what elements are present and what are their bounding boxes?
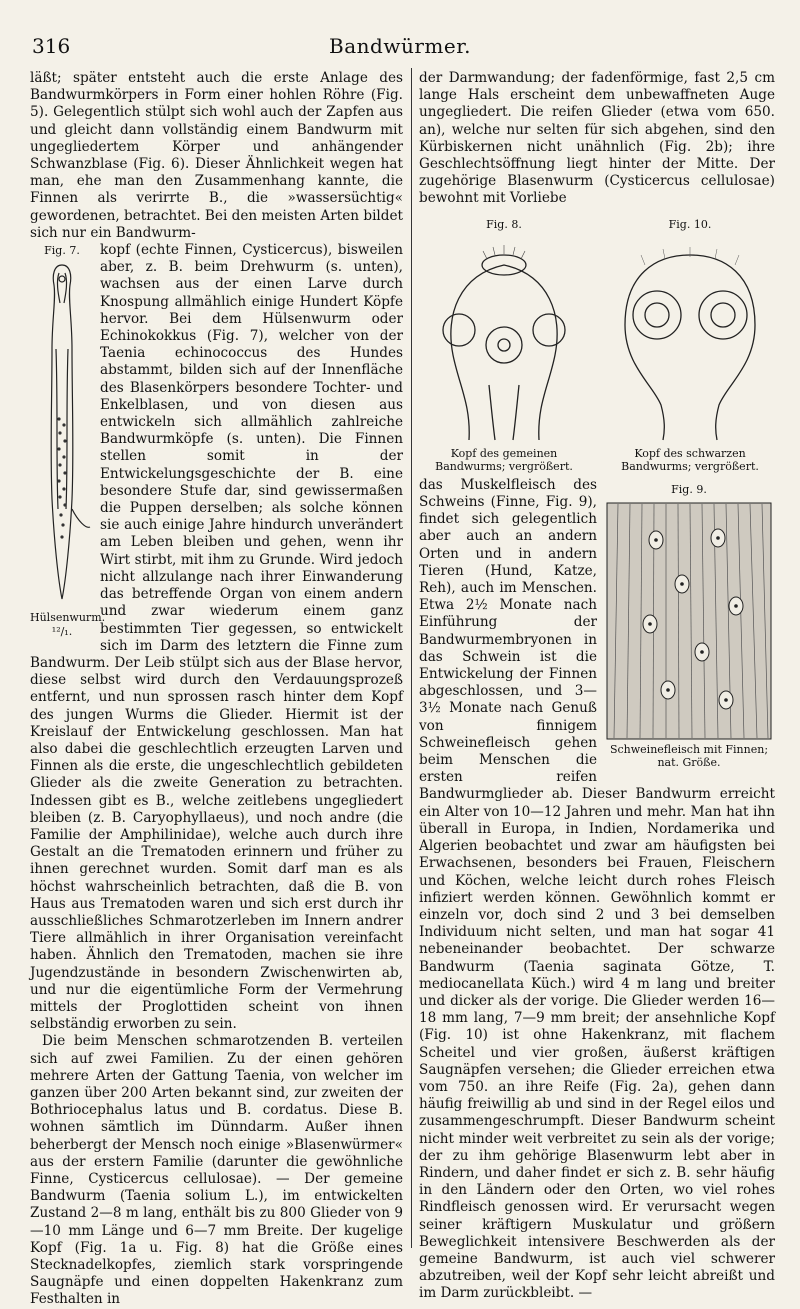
figure-9 xyxy=(603,481,775,769)
figure-10-label: Fig. 10. xyxy=(668,217,712,231)
page-number: 316 xyxy=(32,34,71,58)
figure-8 xyxy=(419,216,589,473)
figure-7-label: Fig. 7. xyxy=(44,244,80,258)
figure-7-hydatid-worm-illustration xyxy=(32,259,92,611)
column-divider xyxy=(411,68,412,1248)
figure-7 xyxy=(30,242,106,639)
right-paragraph-2: das Muskelfleisch des Schweins (Finne, Fig. 9), findet sich gelegentlich aber auch an andern Orten und in andern Tieren (Hund, Katze, Reh), auch im Menschen. Etwa 2½ Monate nach Einführung der Bandwurmembryonen in das Schwein ist die Entwickelung der Finnen abgeschlossen, und 3—3½ Monate nach Genuß von finnigem Schweinefleisch gehen beim Menschen die ersten reifen Bandwurmglieder ab. Dieser Bandwurm erreicht ein Alter von 10—12 Jahren und mehr. Man hat ihn überall in Europa, in Indien, Nordamerika und Algerien beobachtet und zwar am häufigsten bei Erwachsenen, besonders bei Frauen, Fleischern und Köchen, welche leicht durch rohes Fleisch infiziert werden können. Gewöhnlich kommt er einzeln vor, doch sind 2 und 3 bei demselben Individuum nicht selten, und man hat sogar 41 nebeneinander beobachtet. Der schwarze Bandwurm (Taenia saginata Götze, T. mediocanellata Küch.) wird 4 m lang und breiter und dicker als der vorige. Die Glieder werden 16—18 mm lang, 7—9 mm breit; der ansehnliche Kopf (Fig. 10) ist ohne Hakenkranz, mit flachem Scheitel und vier großen, äußerst kräftigen Saugnäpfen versehen; die Glieder erreichen etwa vom 750. an ihre Reife (Fig. 2a), gehen dann häufig freiwillig ab und sind in der Regel eilos und zusammengeschrumpft. Dieser Bandwurm scheint nicht minder weit verbreitet zu sein als der vorige; der zu ihm gehörige Blasenwurm lebt aber in Rindern, und daher findet er sich z. B. sehr häufig in den Ländern oder den Orten, wo viel rohes Rindfleisch genossen wird. Er verursacht wegen seiner kräftigern Muskulatur und größern Beweglichkeit intensivere Beschwerden als der gemeine Bandwurm, ist auch viel schwerer abzutreiben, weil der Kopf sehr leicht abreißt und im Darm zurückbleibt. — xyxy=(419,476,775,1302)
figure-9-caption: Schweinefleisch mit Finnen; nat. Größe. xyxy=(609,743,769,770)
left-paragraph-1: läßt; später entsteht auch die erste Anlage des Bandwurmkörpers in Form einer hohlen Röhre (Fig. 5). Gelegentlich stülpt sich wohl auch der Zapfen aus und gleicht dann vollständig einem Bandwurm mit ungegliedertem Körper und anhängender Schwanzblase (Fig. 6). Dieser Ähnlichkeit wegen hat man, ehe man den Zusammenhang kannte, die Finnen als verirrte B., die »wassersüchtig« gewordenen, betrachtet. Bei den meisten Arten bildet sich nur ein Bandwurm- xyxy=(30,70,403,241)
left-column xyxy=(30,70,403,1309)
left-paragraph-2: kopf (echte Finnen, Cysticercus), bisweilen aber, z. B. beim Drehwurm (s. unten), wachsen aus der einen Larve durch Knospung allmählich einige Hundert Köpfe hervor. Bei dem Hülsenwurm oder Echinokokkus (Fig. 7), welcher von der Taenia echinococcus des Hundes abstammt, bilden sich auf der Innenfläche des Blasenkörpers besondere Tochter- und Enkelblasen, und von diesen aus entwickeln sich allmählich zahlreiche Bandwurmköpfe (s. unten). Die Finnen stellen somit in der Entwickelungsgeschichte der B. eine besondere Stufe dar, sind gewissermaßen die Puppen derselben; als solche können sie auch einige Jahre hindurch unverändert am Leben bleiben und gehen, wenn ihr Wirt stirbt, mit ihm zu Grunde. Wird jedoch nicht allzulange nach ihrer Einwanderung das betreffende Organ von einem andern und zwar wiederum einem ganz bestimmten Tier gegessen, so entwickelt sich im Darm des letztern die Finne zum Bandwurm. Der Leib stülpt sich aus der Blase hervor, diese selbst wird durch den Verdauungsprozeß entfernt, und nun sprossen rasch hinter dem Kopf des jungen Wurms die Glieder. Hiermit ist der Kreislauf der Entwickelung geschlossen. Man hat also dabei die geschlechtlich erzeugten Larven und Finnen als die erste, die ungeschlechtlich gebildeten Glieder als die zweite Generation zu betrachten. Indessen gibt es B., welche zeitlebens ungegliedert bleiben (z. B. Caryophyllaeus), und noch andre (die Familie der Amphilinidae), welche auch durch ihre Gestalt an die Trematoden erinnern und früher zu ihnen gerechnet wurden. Somit darf man es als höchst wahrscheinlich betrachten, daß die B. von Haus aus Trematoden waren und sich erst durch ihr ausschließliches Schmarotzerleben im Innern andrer Tiere allmählich in ihrer Organisation vereinfacht haben. Ähnlich den Trematoden, machen sie ihre Jugendzustände in besondern Zwischenwirten ab, und nur die eigentümliche Form der Vermehrung mittels der Proglottiden scheint von ihnen selbständig erworben zu sein. xyxy=(30,242,403,1033)
figure-row-8-10 xyxy=(419,216,775,473)
left-paragraph-3: Die beim Menschen schmarotzenden B. verteilen sich auf zwei Familien. Zu der einen gehören mehrere Arten der Gattung Taenia, von welcher im ganzen über 200 Arten bekannt sind, zur zweiten der Bothriocephalus latus und B. cordatus. Diese B. wohnen sämtlich im Dünndarm. Außer ihnen beherbergt der Mensch noch einige »Blasenwürmer« aus der erstern Familie (darunter die gewöhnliche Finne, Cysticercus cellulosae). — Der gemeine Bandwurm (Taenia solium L.), im entwickelten Zustand 2—8 m lang, enthält bis zu 800 Glieder von 9—10 mm Länge und 6—7 mm Breite. Der kugelige Kopf (Fig. 1a u. Fig. 8) hat die Größe eines Stecknadelkopfes, ziemlich stark vorspringende Saugnäpfe und einen doppelten Hakenkranz zum Festhalten in xyxy=(30,1033,403,1308)
figure-10-caption: Kopf des schwarzen Bandwurms; vergrößert. xyxy=(621,446,759,473)
right-paragraph-1: der Darmwandung; der fadenförmige, fast 2,5 cm lange Hals erscheint dem unbewaffneten Auge ungegliedert. Die reifen Glieder (etwa vom 650. an), welche nur selten für sich abgehen, sind den Kürbiskernen nicht unähnlich (Fig. 2b); ihre Geschlechtsöffnung liegt hinter der Mitte. Der zugehörige Blasenwurm (Cysticercus cellulosae) bewohnt mit Vorliebe xyxy=(419,70,775,207)
figure-9-label: Fig. 9. xyxy=(671,482,707,496)
figure-9-pork-muscle-illustration xyxy=(606,502,772,740)
figure-10-tapeworm-head-illustration xyxy=(615,235,765,445)
figure-10 xyxy=(605,216,775,473)
figure-8-tapeworm-head-illustration xyxy=(429,235,579,445)
figure-7-caption: Hülsenwurm. ¹²/₁. xyxy=(30,611,106,639)
figure-8-label: Fig. 8. xyxy=(486,217,522,231)
right-column xyxy=(419,70,775,1303)
running-title: Bandwürmer. xyxy=(329,34,471,58)
figure-8-caption: Kopf des gemeinen Bandwurms; vergrößert. xyxy=(435,446,573,473)
page-header xyxy=(28,30,772,64)
